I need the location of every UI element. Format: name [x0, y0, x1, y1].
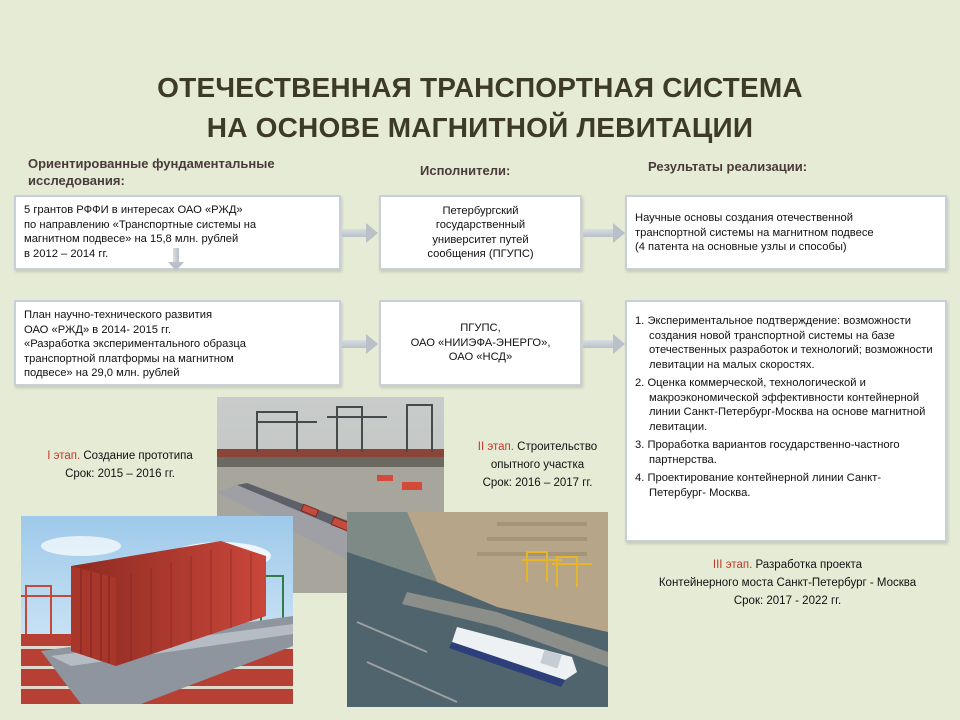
header-research: Ориентированные фундаментальные исследования:	[28, 156, 275, 188]
header-executors: Исполнители:	[420, 163, 511, 178]
header-results: Результаты реализации:	[648, 159, 808, 174]
port-ship-photo	[347, 512, 608, 707]
stage-text-2: опытного участка	[490, 459, 585, 471]
arrow-right	[342, 340, 366, 348]
stage-term: Срок: 2015 – 2016 гг.	[65, 468, 175, 480]
text-line: в 2012 – 2014 гг.	[24, 247, 109, 260]
text-line: «Разработка экспериментального образца	[24, 338, 246, 350]
text-line: 5 грантов РФФИ в интересах ОАО «РЖД»	[24, 204, 243, 216]
stage-term: Срок: 2016 – 2017 гг.	[482, 477, 593, 489]
text-line: ОАО «НИИЭФА-ЭНЕРГО»,	[410, 336, 551, 349]
text-line: университет путей	[432, 233, 529, 246]
text-line: транспортной платформы на магнитном	[24, 352, 234, 365]
text-line: магнитном подвесе» на 15,8 млн. рублей	[24, 233, 239, 245]
stage-text: Разработка проекта	[752, 559, 863, 571]
text-line: сообщения (ПГУПС)	[427, 248, 534, 260]
arrow-right	[342, 229, 366, 237]
stage-2-caption	[450, 438, 625, 492]
down-arrow	[173, 248, 179, 262]
list-item: 2. Оценка коммерческой, технологической и макроэкономической эффективности контейнерной линии Санкт-Петербург-Москва на основе магнитной левитации.	[635, 377, 926, 433]
stage-3-caption	[620, 556, 955, 610]
text-line: (4 патента на основные узлы и способы)	[635, 241, 847, 253]
text-line: Научные основы создания отечественной	[635, 212, 853, 224]
text-line: транспортной системы на магнитном подвесе	[635, 226, 874, 239]
text-line: подвесе» на 29,0 млн. рублей	[24, 367, 180, 379]
title-line-1: ОТЕЧЕСТВЕННАЯ ТРАНСПОРТНАЯ СИСТЕМА	[157, 72, 803, 103]
stage-text-2: Контейнерного моста Санкт-Петербург - Москва	[658, 577, 917, 589]
stage-label: II этап.	[477, 441, 514, 453]
result-box-scientific	[625, 195, 947, 270]
page-title	[0, 68, 960, 148]
text-line: ПГУПС,	[460, 322, 501, 335]
result-box-list	[625, 300, 947, 542]
stage-text: Строительство	[513, 441, 598, 453]
arrow-right	[583, 340, 613, 348]
research-box-plan	[14, 300, 341, 386]
text-line: государственный	[435, 219, 526, 231]
stage-text: Создание прототипа	[80, 450, 193, 462]
title-line-2: НА ОСНОВЕ МАГНИТНОЙ ЛЕВИТАЦИИ	[206, 112, 754, 143]
text-line: Петербургский	[442, 204, 519, 217]
list-item: 4. Проектирование контейнерной линии Санкт-Петербург- Москва.	[635, 472, 882, 499]
arrow-right	[583, 229, 613, 237]
list-item: 3. Проработка вариантов государственно-частного партнерства.	[635, 439, 900, 466]
results-list	[635, 314, 937, 500]
executor-box-partners	[379, 300, 582, 386]
list-item: 1. Экспериментальное подтверждение: возможности создания новой транспортной системы на базе отечественных разработок и технологий; возможности левитации на малых скоростях.	[635, 315, 933, 371]
stage-1-caption	[20, 447, 220, 483]
executor-box-pgups	[379, 195, 582, 270]
container-platform-photo	[21, 516, 293, 704]
text-line: ОАО «РЖД» в 2014- 2015 гг.	[24, 323, 171, 336]
stage-term: Срок: 2017 - 2022 гг.	[733, 595, 842, 607]
text-line: ОАО «НСД»	[448, 351, 513, 364]
text-line: по направлению «Транспортные системы на	[24, 218, 257, 231]
text-line: План научно-технического развития	[24, 309, 213, 321]
stage-label: III этап.	[712, 559, 753, 571]
stage-label: I этап.	[47, 450, 81, 462]
